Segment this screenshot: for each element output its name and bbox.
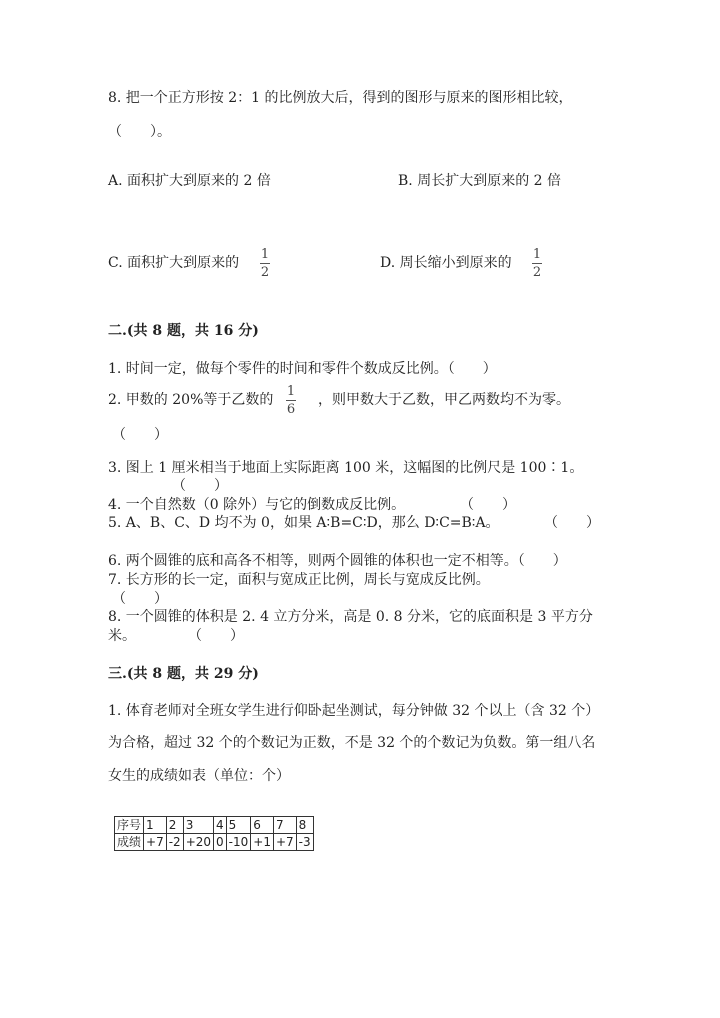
s2-question-1: 1. 时间一定，做每个零件的时间和零件个数成反比例。（ ） [108,361,497,377]
s3-question-1-line2: 为合格，超过 32 个的个数记为正数，不是 32 个的个数记为负数。第一组八名 [108,735,596,751]
s2-question-2-paren: （ ） [112,427,168,443]
table-cell: -3 [296,834,313,851]
s2-question-6: 6. 两个圆锥的底和高各不相等，则两个圆锥的体积也一定不相等。（ ） [108,553,567,569]
s2-question-8-line2: 米。 [108,628,136,644]
s2-question-4-paren: （ ） [460,497,516,513]
question-8-answer-paren: （ ）。 [108,124,171,140]
section-2-heading: 二.(共 8 题，共 16 分) [108,323,259,339]
score-table [114,816,314,851]
fraction-denominator: 6 [286,402,296,417]
fraction-bar [286,400,296,401]
s2-question-5-paren: （ ） [544,515,600,531]
row-header: 成绩 [115,834,144,851]
table-cell: 4 [214,817,227,834]
fraction-denominator: 2 [260,265,270,280]
option-a: A. 面积扩大到原来的 2 倍 [108,173,271,189]
table-cell: +7 [273,834,296,851]
table-cell: 3 [183,817,213,834]
section-3-heading: 三.(共 8 题，共 29 分) [108,666,259,682]
table-cell: +1 [251,834,274,851]
table-cell: 1 [144,817,167,834]
question-8-stem: 8. 把一个正方形按 2：1 的比例放大后，得到的图形与原来的图形相比较， [108,90,573,106]
fraction-numerator: 1 [260,247,270,262]
s3-question-1-line3: 女生的成绩如表（单位：个） [108,768,290,784]
table-cell: 6 [251,817,274,834]
s2-question-7: 7. 长方形的长一定，面积与宽成正比例，周长与宽成反比例。 [108,572,490,588]
table-cell: 2 [166,817,183,834]
option-b: B. 周长扩大到原来的 2 倍 [398,173,561,189]
table-row [115,817,314,834]
s2-question-8-line1: 8. 一个圆锥的体积是 2. 4 立方分米，高是 0. 8 分米，它的底面积是 3 平方分 [108,609,593,625]
table-cell: 0 [214,834,227,851]
table-cell: +7 [144,834,167,851]
s2-question-4: 4. 一个自然数（0 除外）与它的倒数成反比例。 [108,497,406,513]
table-cell: -10 [226,834,251,851]
table-row [115,834,314,851]
s2-question-8-paren: （ ） [188,628,244,644]
table-cell: 7 [273,817,296,834]
s2-question-2-part1: 2. 甲数的 20%等于乙数的 [108,392,274,408]
s2-question-7-paren: （ ） [112,591,168,607]
s2-question-3-paren: （ ） [172,478,228,494]
table-cell: 5 [226,817,251,834]
fraction-bar [532,263,542,264]
option-c: C. 面积扩大到原来的 [108,255,240,271]
table-cell: -2 [166,834,183,851]
table-cell: +20 [183,834,213,851]
s2-question-3: 3. 图上 1 厘米相当于地面上实际距离 100 米，这幅图的比例尺是 100∶1。 [108,460,584,476]
table-cell: 8 [296,817,313,834]
option-d-fraction [532,248,542,279]
option-c-fraction [260,248,270,279]
s3-question-1-line1: 1. 体育老师对全班女学生进行仰卧起坐测试，每分钟做 32 个以上（含 32 个） [108,703,600,719]
option-d: D. 周长缩小到原来的 [380,255,512,271]
s2-question-2-part2: ，则甲数大于乙数，甲乙两数均不为零。 [318,392,570,408]
s2-question-5: 5. A、B、C、D 均不为 0，如果 A∶B=C∶D，那么 D∶C=B∶A。 [108,515,500,531]
s2-question-2-fraction [286,385,296,416]
fraction-bar [260,263,270,264]
fraction-denominator: 2 [532,265,542,280]
row-header: 序号 [115,817,144,834]
fraction-numerator: 1 [532,247,542,262]
fraction-numerator: 1 [286,384,296,399]
